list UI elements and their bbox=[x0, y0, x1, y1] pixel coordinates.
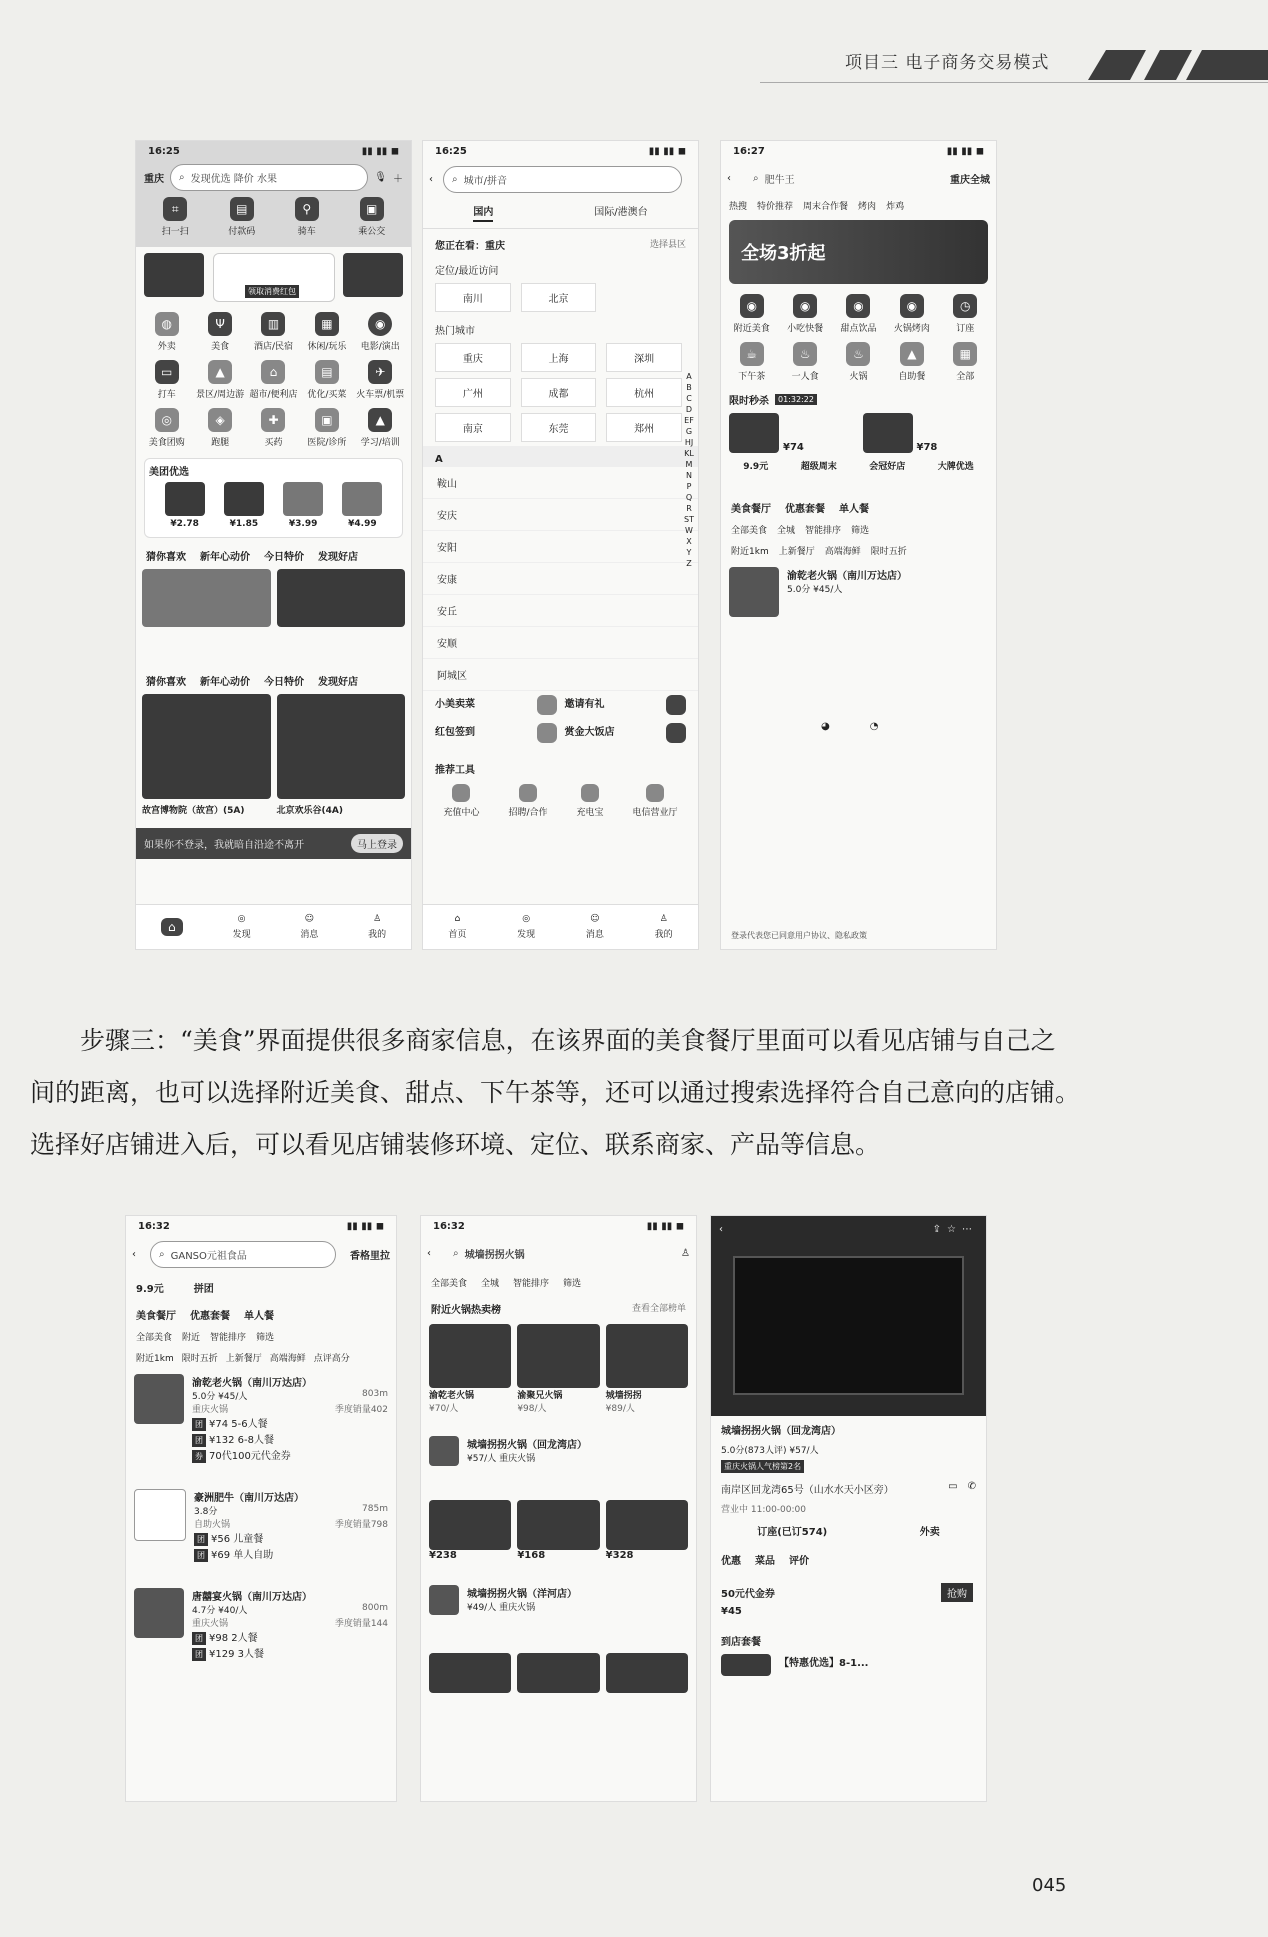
card-item[interactable]: 小美卖菜 bbox=[435, 695, 557, 715]
share-star-more-icons[interactable]: ⇪☆⋯ bbox=[932, 1224, 978, 1235]
search-icon: ⌕ bbox=[753, 173, 759, 184]
tab-guess[interactable]: 猜你喜欢 bbox=[146, 552, 186, 563]
search-icon: ⌕ bbox=[453, 1248, 459, 1259]
compass-icon: ◎ bbox=[237, 914, 246, 924]
quick-bus[interactable]: ▣ 乘公交 bbox=[358, 197, 385, 237]
city-list-item[interactable]: 安康 bbox=[423, 563, 698, 595]
filter-dropdown[interactable]: 附近 bbox=[182, 1333, 201, 1343]
deal-item[interactable]: ¥328 bbox=[606, 1500, 688, 1561]
flash-timer: 01:32:22 bbox=[775, 394, 817, 405]
place-image[interactable] bbox=[277, 694, 406, 799]
top-deal[interactable]: 拼团 bbox=[193, 1284, 214, 1295]
shop-logo bbox=[134, 1588, 184, 1638]
flash-title: 限时秒杀 bbox=[729, 396, 769, 407]
quick-paycode[interactable]: ▤ 付款码 bbox=[228, 197, 255, 237]
buy-button[interactable]: 抢购 bbox=[941, 1583, 973, 1602]
screenshot-restaurant-list: 16:32 ▮▮ ▮▮ ◼ ‹ ⌕ GANSO元祖食品 香格里拉 9.9元 拼团 美食餐厅 优惠套餐 单人餐 全部美食 附近 智能排序 筛选 附近1km 限时五折 上新餐厅 高端海鲜 点评高分 渝乾老火锅（南川万达店） 5.0分 ¥45/人 803m 重庆火锅 季度销量402 团 ¥74 5-6人餐 团 ¥132 6-8人餐 券 70代100元代金券 豪洲肥牛（南川万达店） 3.8分 785m 自助火锅 季度销量798 团 ¥56 儿童餐 团 ¥69 单人自助 唐囍宴火锅（南川万达店） 4.7分 ¥40/人 800m 重庆火锅 季度销量144 团 ¥98 2人餐 团 ¥129 3人餐 bbox=[125, 1215, 397, 1802]
deal-tab[interactable]: 大牌优选 bbox=[937, 462, 974, 472]
food-cat[interactable]: ◉ 火锅烤肉 bbox=[885, 294, 938, 334]
tab-international[interactable]: 国际/港澳台 bbox=[594, 207, 648, 218]
grid-ticket[interactable]: ✈ 火车票/机票 bbox=[354, 360, 407, 400]
shop-rating: 5.0分(873人评) ¥57/人 bbox=[721, 1446, 819, 1456]
feed-image[interactable] bbox=[277, 569, 406, 627]
quick-scan[interactable]: ⌗ 扫一扫 bbox=[162, 197, 189, 237]
food-cat[interactable]: ◉ 甜点饮品 bbox=[832, 294, 885, 334]
nav-mine[interactable]: ♙ 我的 bbox=[368, 914, 387, 940]
feed-image[interactable] bbox=[142, 569, 271, 627]
shop-logo bbox=[429, 1436, 459, 1466]
tab-restaurants[interactable]: 美食餐厅 bbox=[731, 504, 771, 515]
shop-title: 城墙拐拐火锅（回龙湾店） bbox=[721, 1426, 841, 1437]
filter-dropdown[interactable]: 智能排序 bbox=[210, 1333, 247, 1343]
filter-dropdown[interactable]: 智能排序 bbox=[805, 526, 842, 536]
shop-logo bbox=[729, 567, 779, 617]
city-item[interactable]: 上海 bbox=[521, 343, 597, 372]
shop-logo bbox=[134, 1489, 186, 1541]
coupon-title: 50元代金券 bbox=[721, 1589, 775, 1600]
home-icon: ⌂ bbox=[454, 914, 461, 924]
reserve-button[interactable]: 订座(已订574) bbox=[757, 1527, 828, 1538]
grid-errand[interactable]: ◈ 跑腿 bbox=[193, 408, 246, 448]
tool-item[interactable]: 充值中心 bbox=[443, 784, 479, 818]
compass-icon: ◎ bbox=[522, 914, 531, 924]
food-search-input[interactable]: ⌕ 城墙拐拐火锅 bbox=[453, 1248, 525, 1261]
tab-packages[interactable]: 优惠套餐 bbox=[190, 1311, 230, 1322]
nav-home[interactable]: ⌂ bbox=[161, 918, 183, 936]
tab-guess[interactable]: 猜你喜欢 bbox=[146, 677, 186, 688]
wechat-icon[interactable]: ◕ bbox=[821, 721, 830, 732]
user-icon: ♙ bbox=[373, 914, 382, 924]
hot-tag[interactable]: 炸鸡 bbox=[886, 202, 905, 212]
tab-single[interactable]: 单人餐 bbox=[839, 504, 869, 515]
back-icon[interactable]: ‹ bbox=[132, 1249, 136, 1260]
shop-hours: 营业中 11:00-00:00 bbox=[721, 1505, 806, 1515]
deal-image[interactable] bbox=[429, 1653, 511, 1693]
deal-item[interactable]: ¥168 bbox=[517, 1500, 599, 1561]
deal-tab[interactable]: 超级周末 bbox=[800, 462, 837, 472]
filter-dropdown[interactable]: 筛选 bbox=[563, 1279, 582, 1289]
back-icon[interactable]: ‹ bbox=[429, 174, 433, 185]
youxuan-item[interactable]: ¥4.99 bbox=[342, 482, 382, 529]
shop-cover[interactable] bbox=[711, 1216, 986, 1416]
tab-today[interactable]: 今日特价 bbox=[264, 677, 304, 688]
food-cat[interactable]: ☕ 下午茶 bbox=[725, 342, 778, 382]
filter-chip[interactable]: 上新餐厅 bbox=[225, 1354, 262, 1364]
package-image[interactable] bbox=[721, 1654, 771, 1676]
city-search-input[interactable]: ⌕ 城市/拼音 bbox=[443, 166, 682, 193]
grid-study[interactable]: ▲ 学习/培训 bbox=[354, 408, 407, 448]
city-list-item[interactable]: 安顺 bbox=[423, 627, 698, 659]
tool-item[interactable]: 招聘/合作 bbox=[508, 784, 547, 818]
nav-mine[interactable]: ♙ 我的 bbox=[654, 914, 673, 940]
login-button[interactable]: 马上登录 bbox=[351, 834, 403, 853]
screenshot-home: 16:25 ▮▮ ▮▮ ◼ 重庆 ⌕ 发现优选 降价 水果 🎙 ＋ ⌗ 扫一扫 ▤ 付款码 ⚲ 骑车 ▣ 乘公交 领取消费红包 ◍ 外卖 Ψ 美食 ▥ 酒店/民宿 ▦ 休闲/玩乐 ◉ 电影/演出 ▭ 打车 ▲ 景区/周边游 ⌂ 超市/便利店 ▤ 优化/买菜 ✈ 火车票/机票 ◎ 美食团购 ◈ 跑腿 ✚ 买药 ▣ 医院/诊所 ▲ 学习/培训 美团优选 ¥2.78 ¥1.85 ¥3.99 ¥4.99 猜你喜欢 新年心动价 今日特价 发现好店 猜你喜欢 新年心动价 今日特价 发现好店 故宫博物院（故宫）(5A) 北京欢乐谷(4A) 如果你不登录，我就暗自沿途不离开 马上登录 ⌂ ◎ 发现 ☺ 消息 ♙ 我的 bbox=[135, 140, 412, 950]
screenshot-search-results: 16:32 ▮▮ ▮▮ ◼ ‹ ⌕ 城墙拐拐火锅 ♙ 全部美食 全城 智能排序 筛选 附近火锅热卖榜 查看全部榜单 渝乾老火锅 ¥70/人 渝聚兄火锅 ¥98/人 城墙拐拐 ¥89/人 城墙拐拐火锅（回龙湾店） ¥57/人 重庆火锅 ¥238 ¥168 ¥328 城墙拐拐火锅（洋河店） ¥49/人 重庆火锅 bbox=[420, 1215, 697, 1802]
visited-title: 定位/最近访问 bbox=[435, 266, 499, 277]
rank-item[interactable]: 渝乾老火锅 ¥70/人 bbox=[429, 1324, 511, 1414]
city-filter[interactable]: 重庆全城 bbox=[950, 175, 990, 186]
package-title[interactable]: 【特惠优选】8-1... bbox=[779, 1658, 869, 1669]
shop-logo bbox=[134, 1374, 184, 1424]
filter-dropdown[interactable]: 智能排序 bbox=[513, 1279, 550, 1289]
rank-more-link[interactable]: 查看全部榜单 bbox=[631, 1304, 686, 1314]
food-cat[interactable]: ♨ 火锅 bbox=[832, 342, 885, 382]
nav-discover[interactable]: ◎ 发现 bbox=[232, 914, 251, 940]
food-search-input[interactable]: ⌕ 肥牛王 bbox=[753, 173, 795, 186]
back-icon[interactable]: ‹ bbox=[427, 1248, 431, 1259]
profile-icon[interactable]: ♙ bbox=[681, 1248, 690, 1259]
promo-tile-left[interactable] bbox=[144, 253, 204, 297]
filter-dropdown[interactable]: 全城 bbox=[481, 1279, 500, 1289]
filter-dropdown[interactable]: 全城 bbox=[777, 526, 796, 536]
youxuan-item[interactable]: ¥1.85 bbox=[224, 482, 264, 529]
top-deal[interactable]: 9.9元 bbox=[136, 1284, 164, 1295]
place-name: 故宫博物院（故宫）(5A) bbox=[142, 806, 245, 816]
grid-taxi[interactable]: ▭ 打车 bbox=[140, 360, 193, 400]
place-image[interactable] bbox=[142, 694, 271, 799]
rank-badge[interactable]: 重庆火锅人气榜第2名 bbox=[721, 1460, 804, 1473]
quick-bike[interactable]: ⚲ 骑车 bbox=[295, 197, 319, 237]
food-cat[interactable]: ◉ 小吃快餐 bbox=[778, 294, 831, 334]
city-list-item[interactable]: 安丘 bbox=[423, 595, 698, 627]
youxuan-item[interactable]: ¥2.78 bbox=[165, 482, 205, 529]
mic-icon[interactable]: 🎙 bbox=[374, 172, 387, 183]
deal-image[interactable] bbox=[606, 1653, 688, 1693]
page-number: 045 bbox=[1032, 1875, 1067, 1896]
tab-dishes[interactable]: 菜品 bbox=[755, 1556, 775, 1567]
city-item[interactable]: 成都 bbox=[521, 378, 597, 407]
city-list-item[interactable]: 安阳 bbox=[423, 531, 698, 563]
grid-group[interactable]: ◎ 美食团购 bbox=[140, 408, 193, 448]
rank-title: 附近火锅热卖榜 bbox=[431, 1305, 501, 1316]
shop-card[interactable]: 渝乾老火锅（南川万达店） 5.0分 ¥45/人 803m 重庆火锅 季度销量402 团 ¥74 5-6人餐 团 ¥132 6-8人餐 券 70代100元代金券 bbox=[126, 1368, 396, 1469]
city-item[interactable]: 深圳 bbox=[606, 343, 682, 372]
youxuan-item[interactable]: ¥3.99 bbox=[283, 482, 323, 529]
tab-newyear[interactable]: 新年心动价 bbox=[200, 552, 250, 563]
takeout-button[interactable]: 外卖 bbox=[919, 1527, 940, 1538]
place-name: 北京欢乐谷(4A) bbox=[276, 806, 343, 816]
search-input[interactable]: ⌕ 发现优选 降价 水果 bbox=[170, 164, 368, 191]
promo-redpacket[interactable]: 领取消费红包 bbox=[213, 253, 335, 302]
city-item[interactable]: 广州 bbox=[435, 378, 511, 407]
shop-card[interactable]: 城墙拐拐火锅（回龙湾店） ¥57/人 重庆火锅 bbox=[421, 1430, 696, 1472]
flash-item[interactable]: ¥78 bbox=[863, 413, 989, 453]
tab-discover[interactable]: 发现好店 bbox=[318, 552, 358, 563]
deal-tab[interactable]: 9.9元 bbox=[743, 462, 769, 472]
filter-chip[interactable]: 附近1km bbox=[731, 547, 769, 557]
tools-title: 推荐工具 bbox=[435, 765, 475, 776]
tab-newyear[interactable]: 新年心动价 bbox=[200, 677, 250, 688]
nav-message[interactable]: ☺ 消息 bbox=[585, 914, 604, 940]
rank-item[interactable]: 渝聚兄火锅 ¥98/人 bbox=[517, 1324, 599, 1414]
search-icon: ⌕ bbox=[179, 172, 185, 183]
hot-tag[interactable]: 特价推荐 bbox=[757, 202, 794, 212]
card-item[interactable]: 邀请有礼 bbox=[565, 695, 687, 715]
back-icon[interactable]: ‹ bbox=[727, 173, 731, 184]
tab-single[interactable]: 单人餐 bbox=[244, 1311, 274, 1322]
youxuan-title[interactable]: 美团优选 bbox=[149, 467, 189, 478]
header-decoration bbox=[1088, 50, 1268, 80]
section-title: 到店套餐 bbox=[721, 1637, 761, 1648]
promo-tile-right[interactable] bbox=[343, 253, 403, 297]
message-icon: ☺ bbox=[590, 914, 600, 924]
current-city: 您正在看：重庆 bbox=[435, 241, 505, 252]
alphabet-index[interactable]: ABCDEFGHJKLMNPQRSTWXYZ bbox=[684, 372, 694, 568]
filter-dropdown[interactable]: 全部美食 bbox=[431, 1279, 468, 1289]
tab-restaurants[interactable]: 美食餐厅 bbox=[136, 1311, 176, 1322]
select-area[interactable]: 选择县区 bbox=[649, 240, 686, 250]
search-icon: ⌕ bbox=[452, 174, 458, 185]
body-paragraph: 步骤三：“美食”界面提供很多商家信息，在该界面的美食餐厅里面可以看见店铺与自己之间的距离，也可以选择附近美食、甜点、下午茶等，还可以通过搜索选择符合自己意向的店铺。选择好店铺进入后，可以看见店铺装修环境、定位、联系商家、产品等信息。 bbox=[30, 1026, 1081, 1159]
nav-discover[interactable]: ◎ 发现 bbox=[517, 914, 536, 940]
qq-icon[interactable]: ◔ bbox=[869, 721, 879, 732]
agreement-footer: 登录代表您已同意用户协议、隐私政策 bbox=[731, 931, 867, 940]
nav-message[interactable]: ☺ 消息 bbox=[300, 914, 319, 940]
screenshot-shop-detail bbox=[710, 1215, 987, 1802]
screenshot-city-picker: 16:25 ▮▮ ▮▮ ◼ ‹ ⌕ 城市/拼音 国内 国际/港澳台 您正在看：重庆 选择县区 定位/最近访问 南川 北京 热门城市 重庆 上海 深圳 广州 成都 杭州 南京 东莞 郑州 ABCDEFGHJKLMNPQRSTWXYZ A 鞍山 安庆 安阳 安康 安丘 安顺 阿城区 小美卖菜 邀请有礼 红包签到 赏金大饭店 推荐工具 充值中心 招聘/合作 充电宝 电信营业厅 ⌂ 首页 ◎ 发现 ☺ 消息 ♙ 我的 bbox=[422, 140, 699, 950]
food-cat[interactable]: ▲ 自助餐 bbox=[885, 342, 938, 382]
filter-dropdown[interactable]: 全部美食 bbox=[136, 1333, 173, 1343]
food-cat[interactable]: ▦ 全部 bbox=[939, 342, 992, 382]
back-icon[interactable]: ‹ bbox=[719, 1224, 723, 1235]
filter-chip[interactable]: 高端海鲜 bbox=[269, 1354, 306, 1364]
city-item[interactable]: 南京 bbox=[435, 413, 511, 442]
city-item[interactable]: 杭州 bbox=[606, 378, 682, 407]
card-item[interactable]: 赏金大饭店 bbox=[565, 723, 687, 743]
city-list-item[interactable]: 安庆 bbox=[423, 499, 698, 531]
shop-logo bbox=[429, 1585, 459, 1615]
grid-movie[interactable]: ◉ 电影/演出 bbox=[354, 312, 407, 352]
phone-icon[interactable]: ✆ bbox=[967, 1481, 976, 1492]
status-time: 16:25 bbox=[148, 146, 180, 157]
filter-chip[interactable]: 点评高分 bbox=[313, 1354, 350, 1364]
filter-chip[interactable]: 高端海鲜 bbox=[824, 547, 861, 557]
screenshot-food-channel: 16:27 ▮▮ ▮▮ ◼ ‹ ⌕ 肥牛王 重庆全城 热搜 特价推荐 周末合作餐 烤肉 炸鸡 全场3折起 ◉ 附近美食 ◉ 小吃快餐 ◉ 甜点饮品 ◉ 火锅烤肉 ◷ 订座 ☕ 下午茶 ♨ 一人食 ♨ 火锅 ▲ 自助餐 ▦ 全部 限时秒杀 01:32:22 ¥74 ¥78 9.9元 超级周末 会冠好店 大牌优选 美食餐厅 优惠套餐 单人餐 全部美食 全城 智能排序 筛选 附近1km 上新餐厅 高端海鲜 限时五折 渝乾老火锅（南川万达店） 5.0分 ¥45/人 ◕ ◔ 登录代表您已同意用户协议、隐私政策 bbox=[720, 140, 997, 950]
shop-card[interactable]: 豪洲肥牛（南川万达店） 3.8分 785m 自助火锅 季度销量798 团 ¥56 儿童餐 团 ¥69 单人自助 bbox=[126, 1483, 396, 1568]
user-icon: ♙ bbox=[659, 914, 668, 924]
city-list-item[interactable]: 阿城区 bbox=[423, 659, 698, 691]
letter-header: A bbox=[423, 446, 698, 467]
grid-medicine[interactable]: ✚ 买药 bbox=[247, 408, 300, 448]
grid-grocery[interactable]: ▤ 优化/买菜 bbox=[300, 360, 353, 400]
tab-domestic[interactable]: 国内 bbox=[473, 203, 493, 222]
filter-chip[interactable]: 附近1km bbox=[136, 1354, 174, 1364]
city-list-item[interactable]: 鞍山 bbox=[423, 467, 698, 499]
shop-address[interactable]: 南岸区回龙湾65号（山水水天小区旁） bbox=[721, 1485, 894, 1496]
city-item[interactable]: 南川 bbox=[435, 283, 511, 312]
card-item[interactable]: 红包签到 bbox=[435, 723, 557, 743]
header-rule bbox=[760, 82, 1268, 83]
running-header: 项目三 电子商务交易模式 bbox=[845, 53, 1050, 73]
hot-title: 热门城市 bbox=[435, 326, 475, 337]
grid-food[interactable]: Ψ 美食 bbox=[193, 312, 246, 352]
hot-tag[interactable]: 周末合作餐 bbox=[803, 202, 849, 212]
tab-packages[interactable]: 优惠套餐 bbox=[785, 504, 825, 515]
food-search-input[interactable]: ⌕ GANSO元祖食品 bbox=[150, 1241, 336, 1268]
food-cat[interactable]: ◷ 订座 bbox=[939, 294, 992, 334]
shop-card[interactable]: 城墙拐拐火锅（洋河店） ¥49/人 重庆火锅 bbox=[421, 1579, 696, 1621]
grid-market[interactable]: ⌂ 超市/便利店 bbox=[247, 360, 300, 400]
tab-today[interactable]: 今日特价 bbox=[264, 552, 304, 563]
filter-chip[interactable]: 限时五折 bbox=[870, 547, 907, 557]
tab-discover[interactable]: 发现好店 bbox=[318, 677, 358, 688]
add-icon[interactable]: ＋ bbox=[393, 174, 403, 185]
coupon-price: ¥45 bbox=[721, 1606, 742, 1617]
filter-dropdown[interactable]: 筛选 bbox=[851, 526, 870, 536]
deal-image[interactable] bbox=[517, 1653, 599, 1693]
city-filter[interactable]: 香格里拉 bbox=[350, 1251, 390, 1262]
city-item[interactable]: 郑州 bbox=[606, 413, 682, 442]
hot-tag[interactable]: 热搜 bbox=[729, 202, 748, 212]
search-icon: ⌕ bbox=[159, 1249, 165, 1260]
hot-tag[interactable]: 烤肉 bbox=[858, 202, 877, 212]
taxi-icon[interactable]: ▭ bbox=[948, 1481, 958, 1492]
grid-leisure[interactable]: ▦ 休闲/玩乐 bbox=[300, 312, 353, 352]
shop-photo[interactable] bbox=[733, 1256, 964, 1395]
nav-home[interactable]: ⌂ 首页 bbox=[448, 914, 467, 940]
rank-item[interactable]: 城墙拐拐 ¥89/人 bbox=[606, 1324, 688, 1414]
food-cat[interactable]: ◉ 附近美食 bbox=[725, 294, 778, 334]
login-banner: 如果你不登录，我就暗自沿途不离开 马上登录 bbox=[136, 828, 411, 859]
deal-tab[interactable]: 会冠好店 bbox=[869, 462, 906, 472]
city-item[interactable]: 重庆 bbox=[435, 343, 511, 372]
tool-item[interactable]: 充电宝 bbox=[576, 784, 603, 818]
city-selector[interactable]: 重庆 bbox=[144, 174, 164, 185]
city-item[interactable]: 东莞 bbox=[521, 413, 597, 442]
tab-reviews[interactable]: 评价 bbox=[789, 1556, 809, 1567]
filter-chip[interactable]: 上新餐厅 bbox=[778, 547, 815, 557]
shop-card[interactable]: 渝乾老火锅（南川万达店） 5.0分 ¥45/人 bbox=[721, 561, 996, 623]
grid-scenic[interactable]: ▲ 景区/周边游 bbox=[193, 360, 246, 400]
filter-chip[interactable]: 限时五折 bbox=[181, 1354, 218, 1364]
grid-hotel[interactable]: ▥ 酒店/民宿 bbox=[247, 312, 300, 352]
grid-hospital[interactable]: ▣ 医院/诊所 bbox=[300, 408, 353, 448]
sale-banner[interactable]: 全场3折起 bbox=[729, 220, 988, 284]
tab-offers[interactable]: 优惠 bbox=[721, 1556, 741, 1567]
city-item[interactable]: 北京 bbox=[521, 283, 597, 312]
flash-item[interactable]: ¥74 bbox=[729, 413, 855, 453]
filter-dropdown[interactable]: 筛选 bbox=[256, 1333, 275, 1343]
tool-item[interactable]: 电信营业厅 bbox=[632, 784, 677, 818]
food-cat[interactable]: ♨ 一人食 bbox=[778, 342, 831, 382]
grid-takeout[interactable]: ◍ 外卖 bbox=[140, 312, 193, 352]
message-icon: ☺ bbox=[304, 914, 315, 924]
shop-card[interactable]: 唐囍宴火锅（南川万达店） 4.7分 ¥40/人 800m 重庆火锅 季度销量144 团 ¥98 2人餐 团 ¥129 3人餐 bbox=[126, 1582, 396, 1667]
filter-dropdown[interactable]: 全部美食 bbox=[731, 526, 768, 536]
deal-item[interactable]: ¥238 bbox=[429, 1500, 511, 1561]
